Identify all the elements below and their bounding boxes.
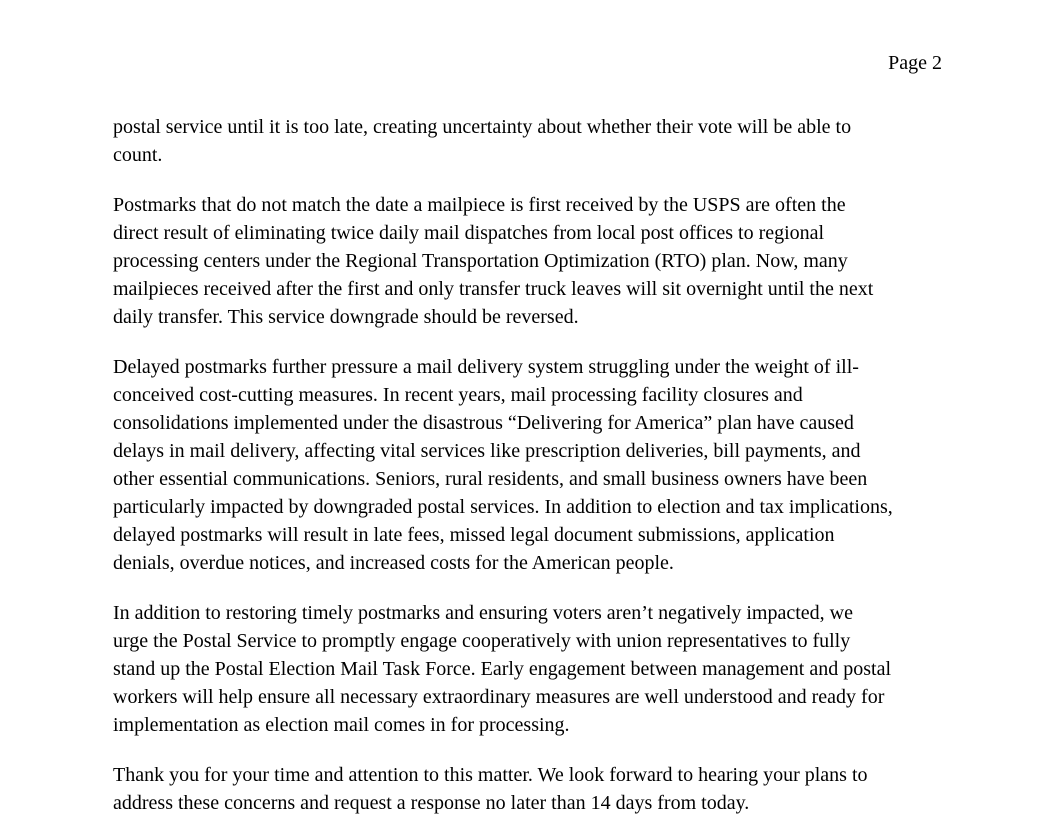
- letter-body: [113, 113, 945, 839]
- text-line: Thank you for your time and attention to this matter. We look forward to hearing your plans to: [113, 764, 868, 786]
- paragraph-4: [113, 599, 945, 739]
- text-line: urge the Postal Service to promptly engage cooperatively with union representatives to fully: [113, 630, 851, 652]
- paragraph-1: [113, 113, 945, 169]
- text-line: stand up the Postal Election Mail Task Force. Early engagement between management and postal: [113, 658, 892, 680]
- text-line: conceived cost-cutting measures. In recent years, mail processing facility closures and: [113, 384, 803, 406]
- text-line: Delayed postmarks further pressure a mail delivery system struggling under the weight of ill-: [113, 356, 859, 378]
- text-line: daily transfer. This service downgrade should be reversed.: [113, 306, 579, 328]
- paragraph-3: [113, 353, 945, 577]
- paragraph-5: [113, 761, 945, 817]
- text-line: workers will help ensure all necessary extraordinary measures are well understood and ready for: [113, 686, 885, 708]
- text-line: implementation as election mail comes in for processing.: [113, 714, 570, 736]
- text-line: In addition to restoring timely postmarks and ensuring voters aren’t negatively impacted, we: [113, 602, 853, 624]
- text-line: address these concerns and request a response no later than 14 days from today.: [113, 792, 750, 814]
- text-line: mailpieces received after the first and only transfer truck leaves will sit overnight until the next: [113, 278, 874, 300]
- text-line: postal service until it is too late, creating uncertainty about whether their vote will be able to: [113, 116, 852, 138]
- text-line: count.: [113, 144, 163, 166]
- paragraph-2: [113, 191, 945, 331]
- text-line: Postmarks that do not match the date a mailpiece is first received by the USPS are often the: [113, 194, 846, 216]
- page-number: Page 2: [888, 52, 942, 74]
- text-line: other essential communications. Seniors, rural residents, and small business owners have been: [113, 468, 868, 490]
- text-line: particularly impacted by downgraded postal services. In addition to election and tax implications,: [113, 496, 893, 518]
- text-line: denials, overdue notices, and increased costs for the American people.: [113, 552, 674, 574]
- text-line: delays in mail delivery, affecting vital services like prescription deliveries, bill payments, and: [113, 440, 861, 462]
- text-line: consolidations implemented under the disastrous “Delivering for America” plan have caused: [113, 412, 854, 434]
- text-line: processing centers under the Regional Transportation Optimization (RTO) plan. Now, many: [113, 250, 848, 272]
- text-line: delayed postmarks will result in late fees, missed legal document submissions, application: [113, 524, 835, 546]
- text-line: direct result of eliminating twice daily mail dispatches from local post offices to regional: [113, 222, 825, 244]
